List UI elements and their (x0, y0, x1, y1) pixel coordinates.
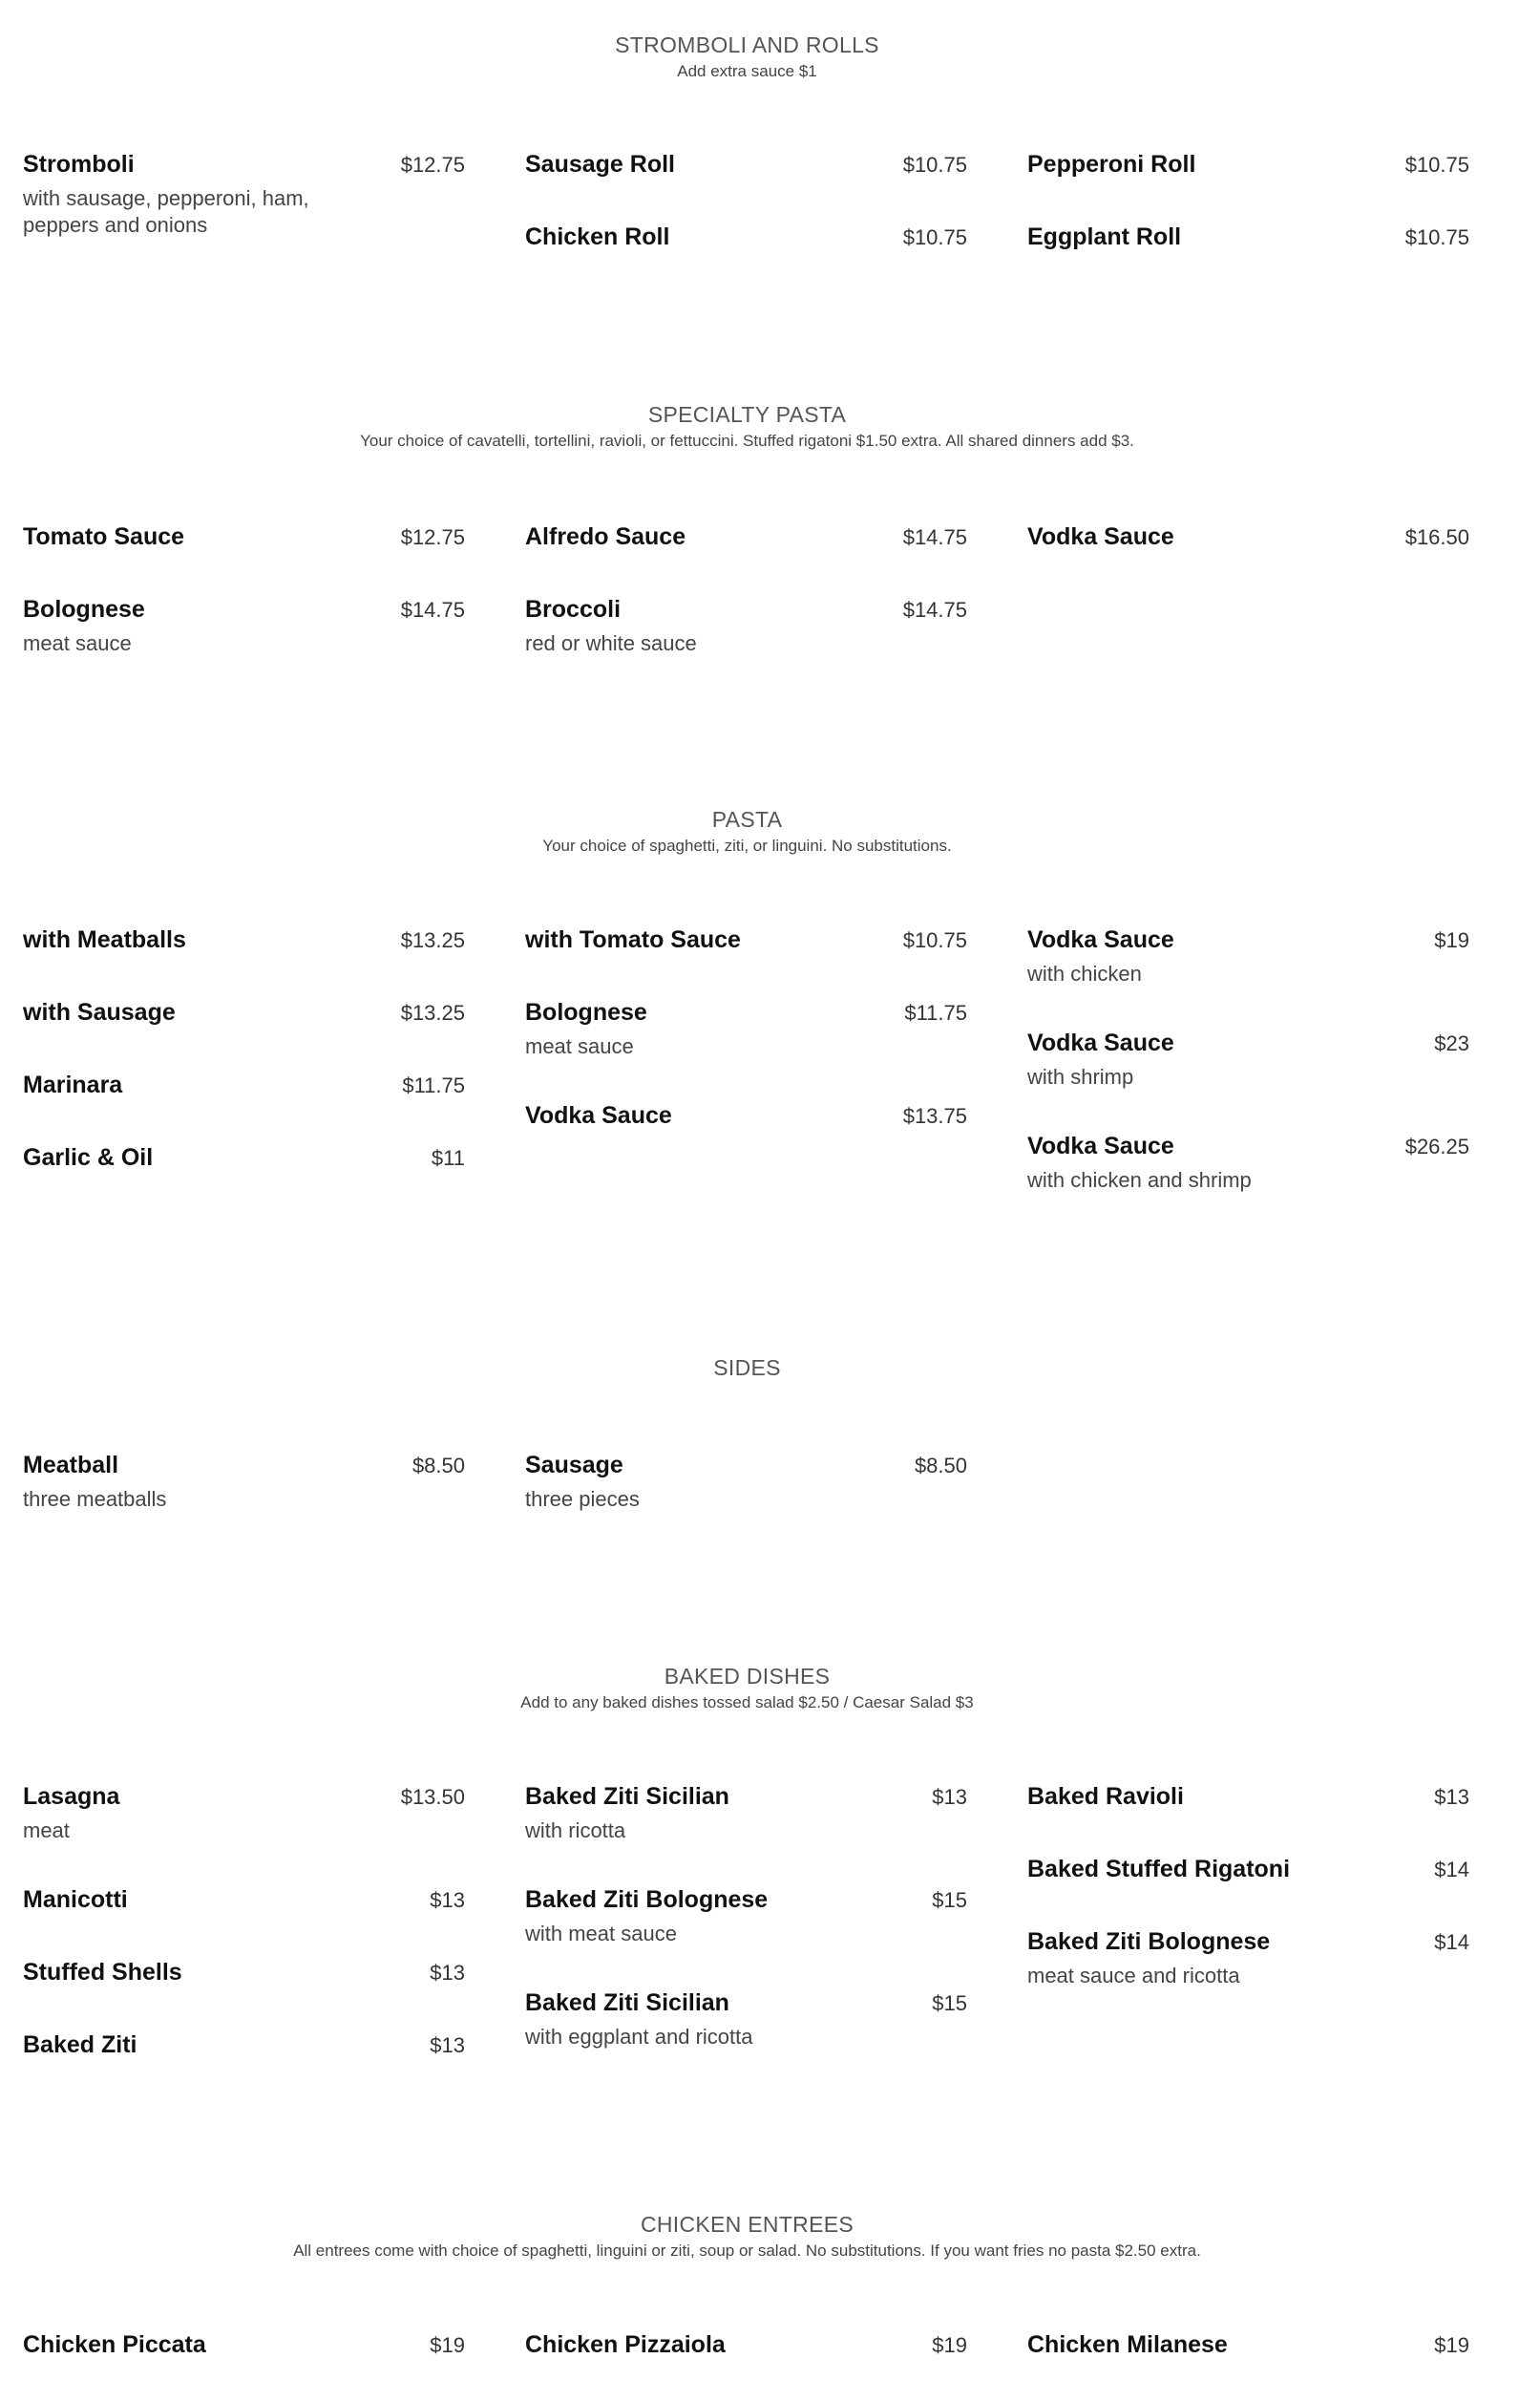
item-price: $13.25 (400, 1001, 465, 1025)
item-name: Bolognese (23, 596, 145, 623)
item-price: $19 (932, 2333, 967, 2357)
item-name: Pepperoni Roll (1027, 151, 1196, 178)
menu-item (23, 1449, 465, 1513)
item-price: $10.75 (1404, 153, 1469, 177)
menu-item (23, 593, 465, 657)
menu-item (525, 521, 967, 554)
item-name: Sausage Roll (525, 151, 675, 178)
menu-item (23, 924, 465, 957)
menu-item (525, 1780, 967, 1844)
item-name: Alfredo Sauce (525, 523, 686, 550)
item-price: $19 (1434, 2333, 1469, 2357)
menu-item (23, 521, 465, 554)
item-price: $14.75 (400, 598, 465, 622)
menu-columns (23, 521, 1471, 696)
section-header (23, 1355, 1471, 1380)
item-name: Tomato Sauce (23, 523, 185, 550)
item-name: Bolognese (525, 999, 647, 1026)
item-price: $13 (430, 1961, 465, 1985)
section-pasta (23, 807, 1471, 1192)
item-price: $11.75 (904, 1001, 967, 1025)
item-name: Baked Ziti Bolognese (1027, 1928, 1271, 1955)
item-name: Manicotti (23, 1886, 128, 1913)
menu-column (23, 924, 465, 1233)
item-price: $13.50 (400, 1785, 465, 1809)
item-price: $15 (932, 1888, 967, 1912)
menu-item (23, 996, 465, 1030)
menu-item (525, 1099, 967, 1133)
item-price: $14.75 (902, 598, 967, 622)
menu-item (525, 593, 967, 657)
item-name: Marinara (23, 1072, 123, 1098)
item-price: $11.75 (402, 1073, 465, 1097)
item-price: $12.75 (400, 525, 465, 549)
item-description: with meat sauce (525, 1922, 677, 1945)
item-price: $19 (430, 2333, 465, 2357)
item-description: with chicken and shrimp (1027, 1168, 1252, 1192)
item-price: $10.75 (902, 225, 967, 249)
item-price: $8.50 (411, 1454, 465, 1477)
item-price: $26.25 (1404, 1135, 1469, 1158)
menu-item (1027, 1130, 1469, 1194)
section-title: PASTA (711, 807, 783, 832)
item-name: Vodka Sauce (1027, 1133, 1174, 1159)
section-header (23, 402, 1471, 452)
item-description: with eggplant and ricotta (525, 2025, 753, 2049)
item-name: Lasagna (23, 1783, 120, 1810)
item-name: Vodka Sauce (525, 1102, 672, 1129)
item-description: meat (23, 1818, 70, 1842)
menu-item (1027, 148, 1469, 181)
item-description: meat sauce (23, 631, 132, 655)
section-baked-dishes (23, 1664, 1471, 2058)
item-description: with chicken (1027, 962, 1142, 986)
menu-item (525, 996, 967, 1060)
menu-item (23, 2029, 465, 2062)
item-name: with Sausage (23, 999, 176, 1026)
menu-column (525, 148, 967, 293)
item-price: $13.75 (902, 1104, 967, 1128)
menu-column (525, 1449, 967, 1552)
section-title: SIDES (713, 1355, 781, 1380)
item-name: Sausage (525, 1452, 623, 1478)
item-description: with shrimp (1027, 1065, 1134, 1089)
menu-column (23, 521, 465, 696)
menu-item (1027, 521, 1469, 554)
section-subtitle: Your choice of cavatelli, tortellini, ravioli, or fettuccini. Stuffed rigatoni $1.50 extra. All shared dinners add $3. (360, 432, 1134, 450)
menu-item (1027, 1027, 1469, 1091)
section-chicken-entrees (23, 2212, 1471, 2358)
menu-column (23, 148, 465, 293)
menu-item (23, 1956, 465, 1989)
menu-item (1027, 1853, 1469, 1886)
section-title: STROMBOLI AND ROLLS (615, 32, 879, 57)
section-header (23, 1664, 1471, 1713)
menu-item (525, 924, 967, 957)
menu-column (1027, 924, 1469, 1233)
item-name: with Meatballs (23, 926, 186, 953)
item-description: three pieces (525, 1487, 640, 1511)
item-name: Baked Stuffed Rigatoni (1027, 1856, 1291, 1882)
item-name: Chicken Milanese (1027, 2331, 1228, 2358)
item-price: $13 (430, 2033, 465, 2057)
section-sides (23, 1355, 1471, 1511)
item-name: Baked Ziti (23, 2031, 137, 2058)
item-price: $19 (1434, 928, 1469, 952)
menu-item (23, 2328, 465, 2362)
section-stromboli-and-rolls (23, 32, 1471, 250)
item-name: Stromboli (23, 151, 135, 178)
item-name: with Tomato Sauce (525, 926, 741, 953)
menu-column (1027, 521, 1469, 696)
item-description: with ricotta (525, 1818, 626, 1842)
item-price: $10.75 (902, 928, 967, 952)
menu-item (1027, 1925, 1469, 1989)
menu-columns (23, 1780, 1471, 2101)
item-name: Stuffed Shells (23, 1959, 182, 1986)
menu-columns (23, 1449, 1471, 1552)
menu-item (525, 2328, 967, 2362)
section-subtitle: Add extra sauce $1 (677, 62, 817, 80)
section-header (23, 807, 1471, 857)
menu-column (525, 521, 967, 696)
section-title: CHICKEN ENTREES (640, 2212, 854, 2237)
item-name: Chicken Roll (525, 223, 670, 250)
section-header (23, 32, 1471, 82)
section-title: BAKED DISHES (664, 1664, 831, 1689)
menu-item (525, 221, 967, 254)
item-price: $14 (1434, 1858, 1469, 1881)
menu-columns (23, 924, 1471, 1233)
item-description: with sausage, pepperoni, ham, peppers and onions (23, 186, 309, 237)
item-price: $11 (431, 1146, 465, 1170)
item-name: Chicken Pizzaiola (525, 2331, 726, 2358)
item-name: Meatball (23, 1452, 119, 1478)
menu-item (525, 1449, 967, 1513)
menu-item (525, 1987, 967, 2050)
item-name: Vodka Sauce (1027, 523, 1174, 550)
item-price: $15 (932, 1991, 967, 2015)
item-name: Baked Ziti Sicilian (525, 1783, 729, 1810)
item-price: $10.75 (902, 153, 967, 177)
menu-column (1027, 1449, 1469, 1552)
item-description: red or white sauce (525, 631, 697, 655)
section-subtitle: Your choice of spaghetti, ziti, or linguini. No substitutions. (542, 837, 952, 855)
menu-item (23, 1141, 465, 1175)
item-description: meat sauce and ricotta (1027, 1964, 1240, 1987)
item-price: $13 (1434, 1785, 1469, 1809)
menu-item (23, 1069, 465, 1102)
item-name: Vodka Sauce (1027, 926, 1174, 953)
item-price: $13 (932, 1785, 967, 1809)
section-specialty-pasta (23, 402, 1471, 655)
item-name: Eggplant Roll (1027, 223, 1182, 250)
item-name: Garlic & Oil (23, 1144, 154, 1171)
menu-item (1027, 1780, 1469, 1814)
menu-item (1027, 924, 1469, 988)
item-name: Baked Ziti Bolognese (525, 1886, 769, 1913)
menu-columns (23, 148, 1471, 293)
section-title: SPECIALTY PASTA (647, 402, 847, 427)
menu-item (1027, 221, 1469, 254)
item-price: $8.50 (914, 1454, 967, 1477)
menu-item (23, 1883, 465, 1917)
menu-item (525, 148, 967, 181)
menu-item (23, 1780, 465, 1844)
item-price: $13 (430, 1888, 465, 1912)
section-subtitle: Add to any baked dishes tossed salad $2.50 / Caesar Salad $3 (520, 1693, 974, 1711)
item-price: $10.75 (1404, 225, 1469, 249)
section-header (23, 2212, 1471, 2262)
item-description: meat sauce (525, 1034, 634, 1058)
item-name: Baked Ziti Sicilian (525, 1989, 729, 2016)
item-price: $14.75 (902, 525, 967, 549)
item-name: Broccoli (525, 596, 622, 623)
menu-column (23, 1449, 465, 1552)
menu-column (23, 1780, 465, 2101)
menu-item (525, 1883, 967, 1947)
menu-column (525, 924, 967, 1233)
menu-column (1027, 148, 1469, 293)
item-price: $12.75 (400, 153, 465, 177)
menu-column (1027, 1780, 1469, 2101)
menu-item (23, 148, 465, 239)
item-description: three meatballs (23, 1487, 167, 1511)
item-name: Vodka Sauce (1027, 1030, 1174, 1056)
item-price: $16.50 (1404, 525, 1469, 549)
item-name: Chicken Piccata (23, 2331, 206, 2358)
item-price: $14 (1434, 1930, 1469, 1954)
menu-item (1027, 2328, 1469, 2362)
item-price: $23 (1434, 1031, 1469, 1055)
menu-column (525, 1780, 967, 2101)
item-name: Baked Ravioli (1027, 1783, 1184, 1810)
item-price: $13.25 (400, 928, 465, 952)
section-subtitle: All entrees come with choice of spaghetti, linguini or ziti, soup or salad. No substitutions. If you want fries no pasta $2.50 extra. (293, 2242, 1201, 2260)
